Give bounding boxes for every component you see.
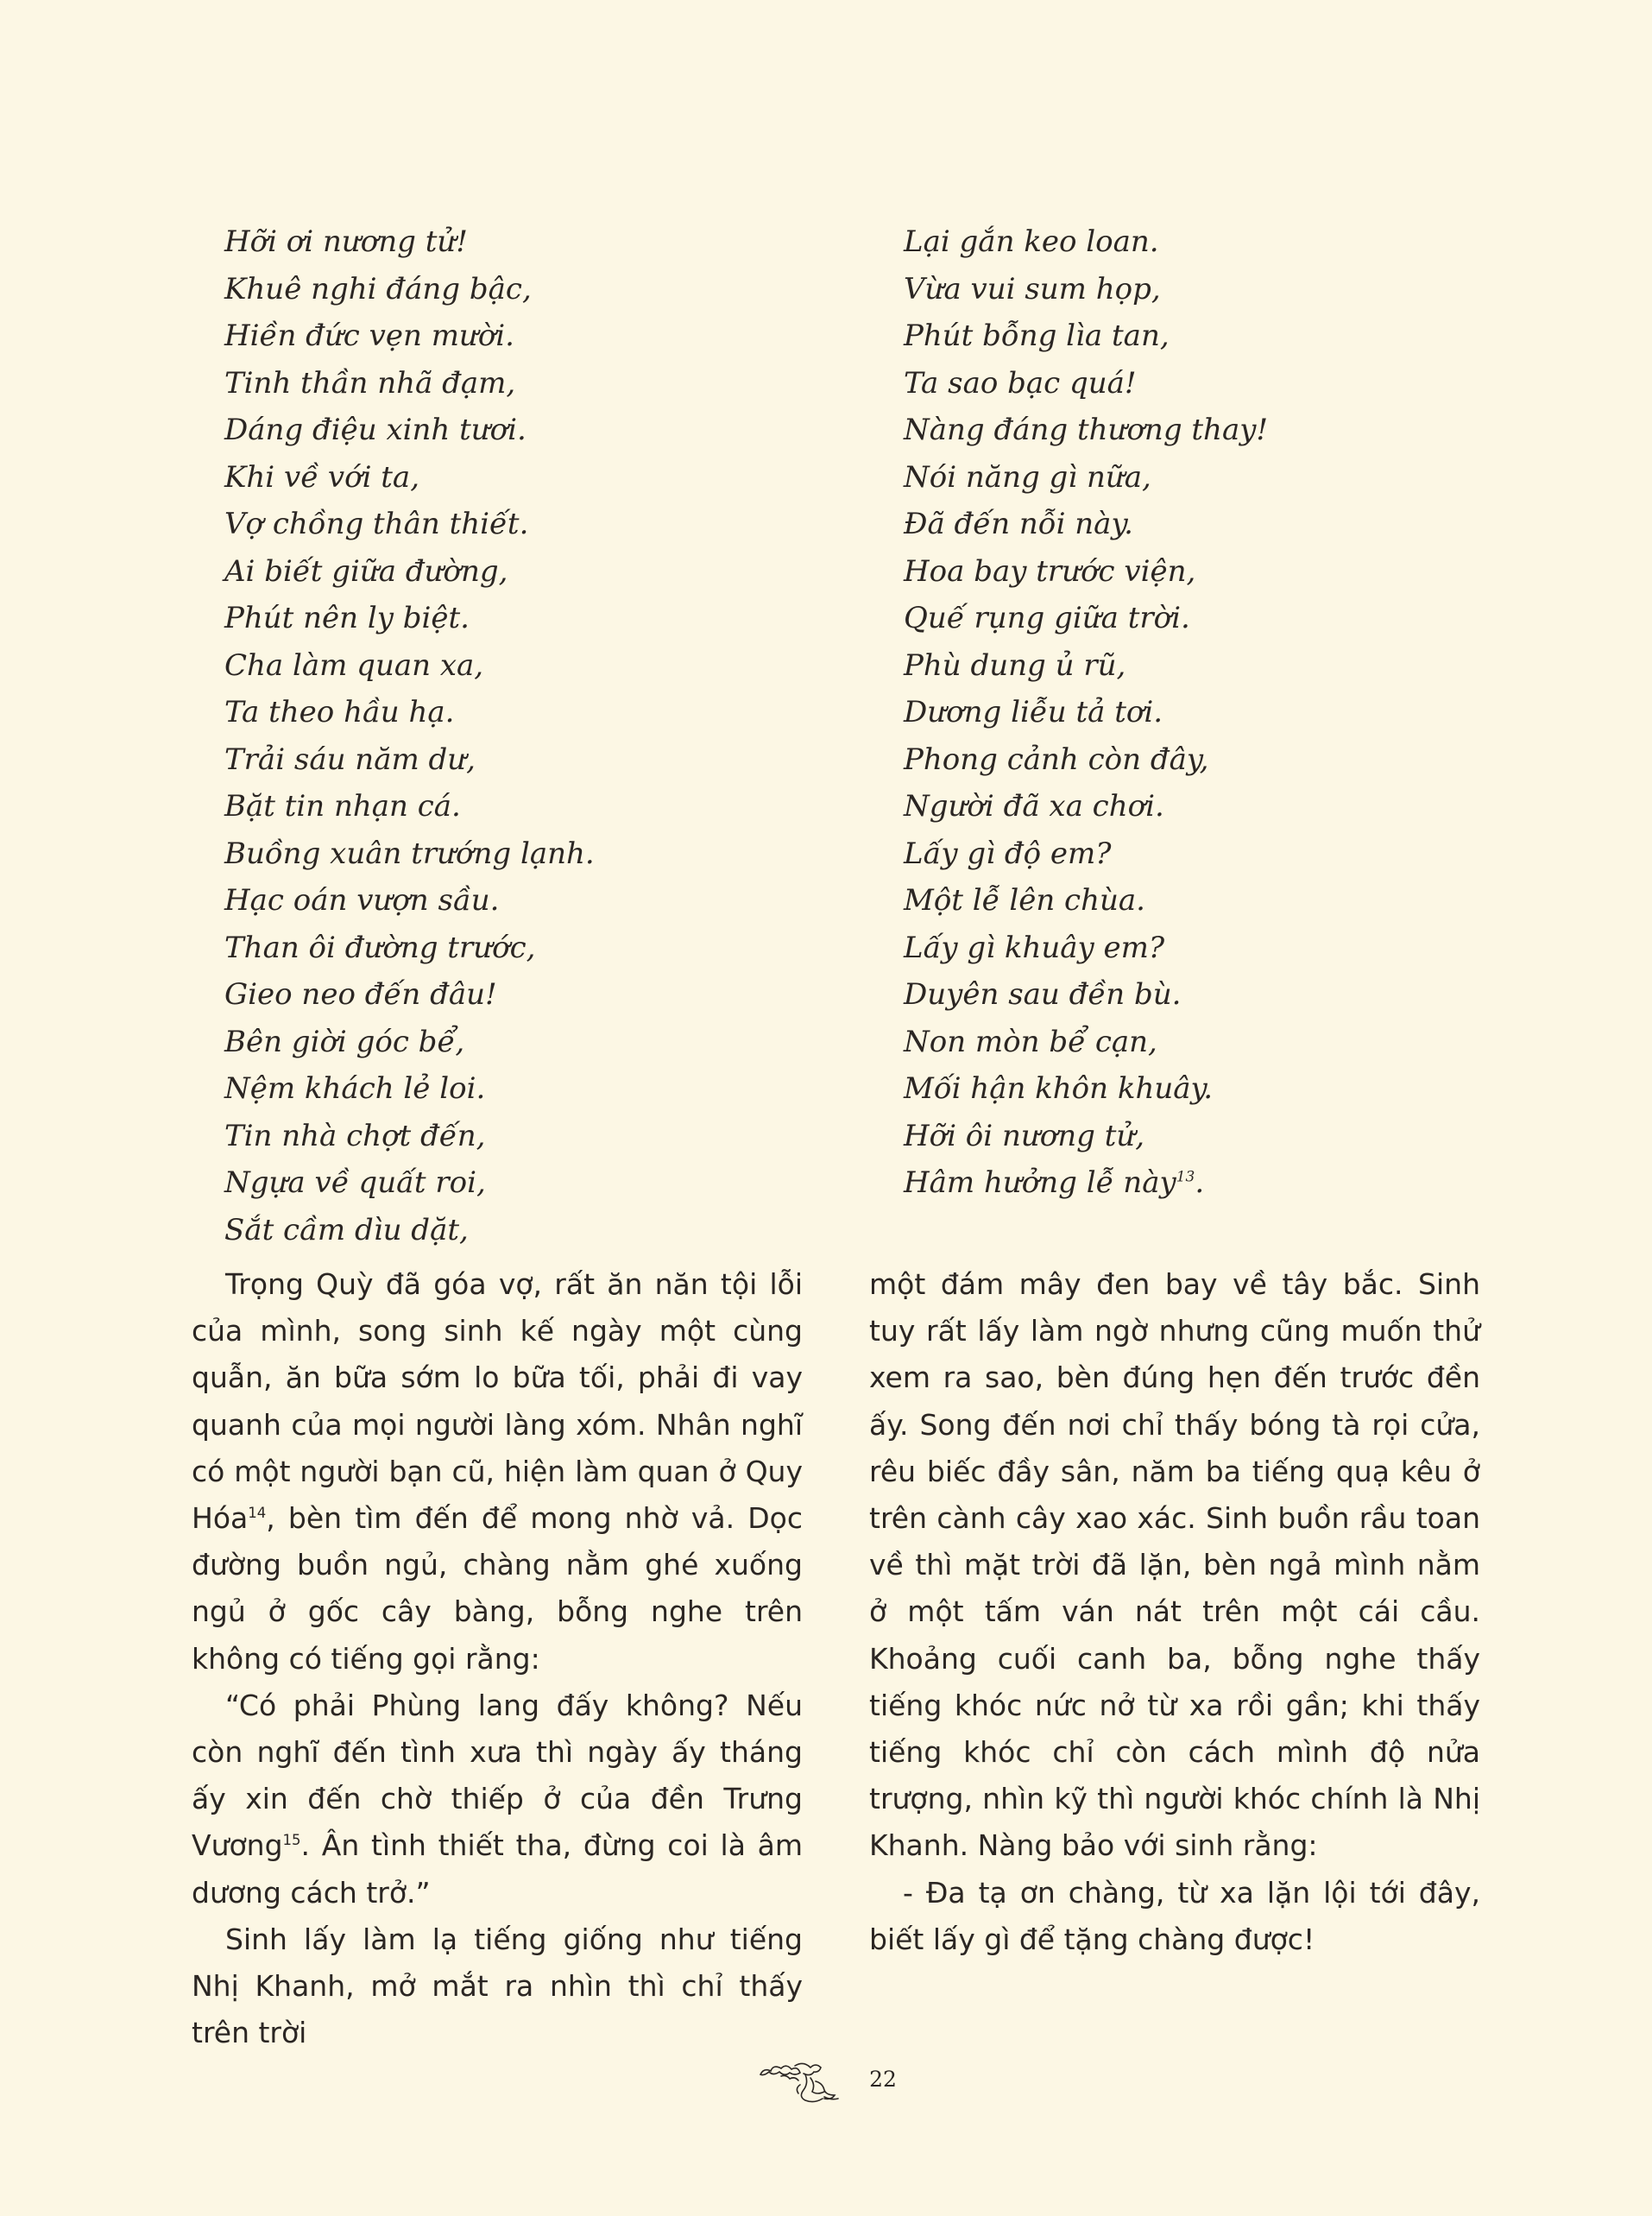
poem-line: Một lễ lên chùa. — [904, 883, 1145, 918]
prose-text: “Có phải Phùng lang đấy không? Nếu còn nghĩ đến tình xưa thì ngày ấy tháng ấy xin đến chờ thiếp ở của đền Trưng Vương — [192, 1688, 803, 1863]
poem-line: Dương liễu tả tơi. — [904, 695, 1163, 729]
poem-line: Hỡi ơi nương tử! — [224, 224, 468, 259]
poem-line: Vừa vui sum họp, — [904, 271, 1161, 306]
poem-line: Ngựa về quất roi, — [224, 1165, 486, 1200]
poem-line: Lấy gì khuây em? — [904, 930, 1165, 965]
poem-line: Tinh thần nhã đạm, — [224, 365, 516, 401]
poem-line: Ta theo hầu hạ. — [224, 695, 455, 729]
poem-line-punct: . — [1195, 1165, 1205, 1200]
poem-line: Phút bỗng lìa tan, — [904, 319, 1170, 353]
poem-line — [904, 1159, 1268, 1207]
poem-line-text: Hâm hưởng lễ này — [904, 1165, 1176, 1200]
prose-paragraph-3: Sinh lấy làm lạ tiếng giống như tiếng Nhị Khanh, mở mắt ra nhìn thì chỉ thấy trên trời — [192, 1922, 803, 2050]
prose-paragraph-3-continued: một đám mây đen bay về tây bắc. Sinh tuy rất lấy làm ngờ nhưng cũng muốn thử xem ra sao, bèn đúng hẹn đến trước đền ấy. Song đến nơi chỉ thấy bóng tà rọi cửa, rêu biếc đầy sân, năm ba tiếng quạ kêu ở trên cành cây xao xác. Sinh buồn rầu toan về thì mặt trời đã lặn, bèn ngả mình nằm ở một tấm ván nát trên một cái cầu. Khoảng cuối canh ba, bỗng nghe thấy tiếng khóc nức nở từ xa rồi gần; khi thấy tiếng khóc chỉ còn cách mình độ nửa trượng, nhìn kỹ thì người khóc chính là Nhị Khanh. Nàng bảo với sinh rằng: — [869, 1267, 1480, 1863]
poem-line: Cha làm quan xa, — [224, 647, 484, 683]
poem-line: Duyên sau đền bù. — [904, 977, 1182, 1012]
prose-left-column — [192, 1261, 803, 2056]
poem-line: Quế rụng giữa trời. — [904, 601, 1190, 635]
prose-right-column — [869, 1261, 1480, 1963]
prose-text: , bèn tìm đến để mong nhờ vả. Dọc đường buồn ngủ, chàng nằm ghé xuống ngủ ở gốc cây bàng, bỗng nghe trên không có tiếng gọi rằng: — [192, 1501, 803, 1676]
poem-line: Phút nên ly biệt. — [224, 601, 470, 635]
prose-text: . Ân tình thiết tha, đừng coi là âm dương cách trở.” — [192, 1828, 803, 1910]
poem-line: Gieo neo đến đâu! — [224, 977, 497, 1012]
poem-line: Trải sáu năm dư, — [224, 742, 476, 777]
poem-line: Người đã xa chơi. — [904, 789, 1164, 824]
poem-line: Khi về với ta, — [224, 459, 420, 495]
poem-right-column — [904, 218, 1268, 1207]
poem-line: Nói năng gì nữa, — [904, 459, 1151, 495]
footnote-ref: 13 — [1176, 1168, 1195, 1186]
prose-text: Trọng Quỳ đã góa vợ, rất ăn năn tội lỗi của mình, song sinh kế ngày một cùng quẫn, ăn bữa sớm lo bữa tối, phải đi vay quanh của mọi người làng xóm. Nhân nghĩ có một người bạn cũ, hiện làm quan ở Quy Hóa — [192, 1267, 803, 1536]
poem-line: Bên giời góc bể, — [224, 1024, 465, 1059]
poem-line: Ta sao bạc quá! — [904, 365, 1137, 401]
poem-line: Hạc oán vượn sầu. — [224, 883, 500, 918]
poem-line: Dáng điệu xinh tươi. — [224, 413, 526, 447]
poem-line: Vợ chồng thân thiết. — [224, 507, 529, 541]
poem-line: Mối hận khôn khuây. — [904, 1071, 1214, 1106]
poem-line: Hoa bay trước viện, — [904, 553, 1196, 589]
poem-line: Bặt tin nhạn cá. — [224, 789, 461, 824]
poem-line: Hỡi ôi nương tử, — [904, 1118, 1145, 1153]
footnote-ref: 15 — [282, 1832, 301, 1849]
poem-line: Ai biết giữa đường, — [224, 553, 508, 589]
page-footer — [0, 2059, 1652, 2104]
footnote-ref: 14 — [248, 1505, 267, 1522]
poem-line: Buồng xuân trướng lạnh. — [224, 836, 595, 871]
prose-paragraph-4: - Đa tạ ơn chàng, từ xa lặn lội tới đây, biết lấy gì để tặng chàng được! — [869, 1875, 1480, 1956]
prose-paragraph-1 — [192, 1261, 803, 1683]
poem-line: Hiền đức vẹn mười. — [224, 319, 514, 353]
poem-line: Sắt cầm dìu dặt, — [224, 1212, 469, 1247]
poem-left-column — [224, 218, 595, 1253]
poem-line: Lại gắn keo loan. — [904, 224, 1159, 259]
page-number: 22 — [869, 2066, 897, 2092]
poem-line: Tin nhà chợt đến, — [224, 1118, 486, 1153]
poem-line: Phong cảnh còn đây, — [904, 742, 1209, 777]
poem-line: Nàng đáng thương thay! — [904, 413, 1269, 447]
poem-line: Phù dung ủ rũ, — [904, 647, 1126, 683]
poem-line: Đã đến nỗi này. — [904, 507, 1133, 541]
poem-line: Than ôi đường trước, — [224, 930, 536, 965]
poem-line: Lấy gì độ em? — [904, 836, 1112, 871]
poem-line: Non mòn bể cạn, — [904, 1024, 1157, 1059]
poem-line: Nệm khách lẻ loi. — [224, 1071, 486, 1106]
cloud-ornament-icon — [755, 2059, 862, 2104]
poem-line: Khuê nghi đáng bậc, — [224, 271, 532, 306]
prose-paragraph-2 — [192, 1683, 803, 1916]
